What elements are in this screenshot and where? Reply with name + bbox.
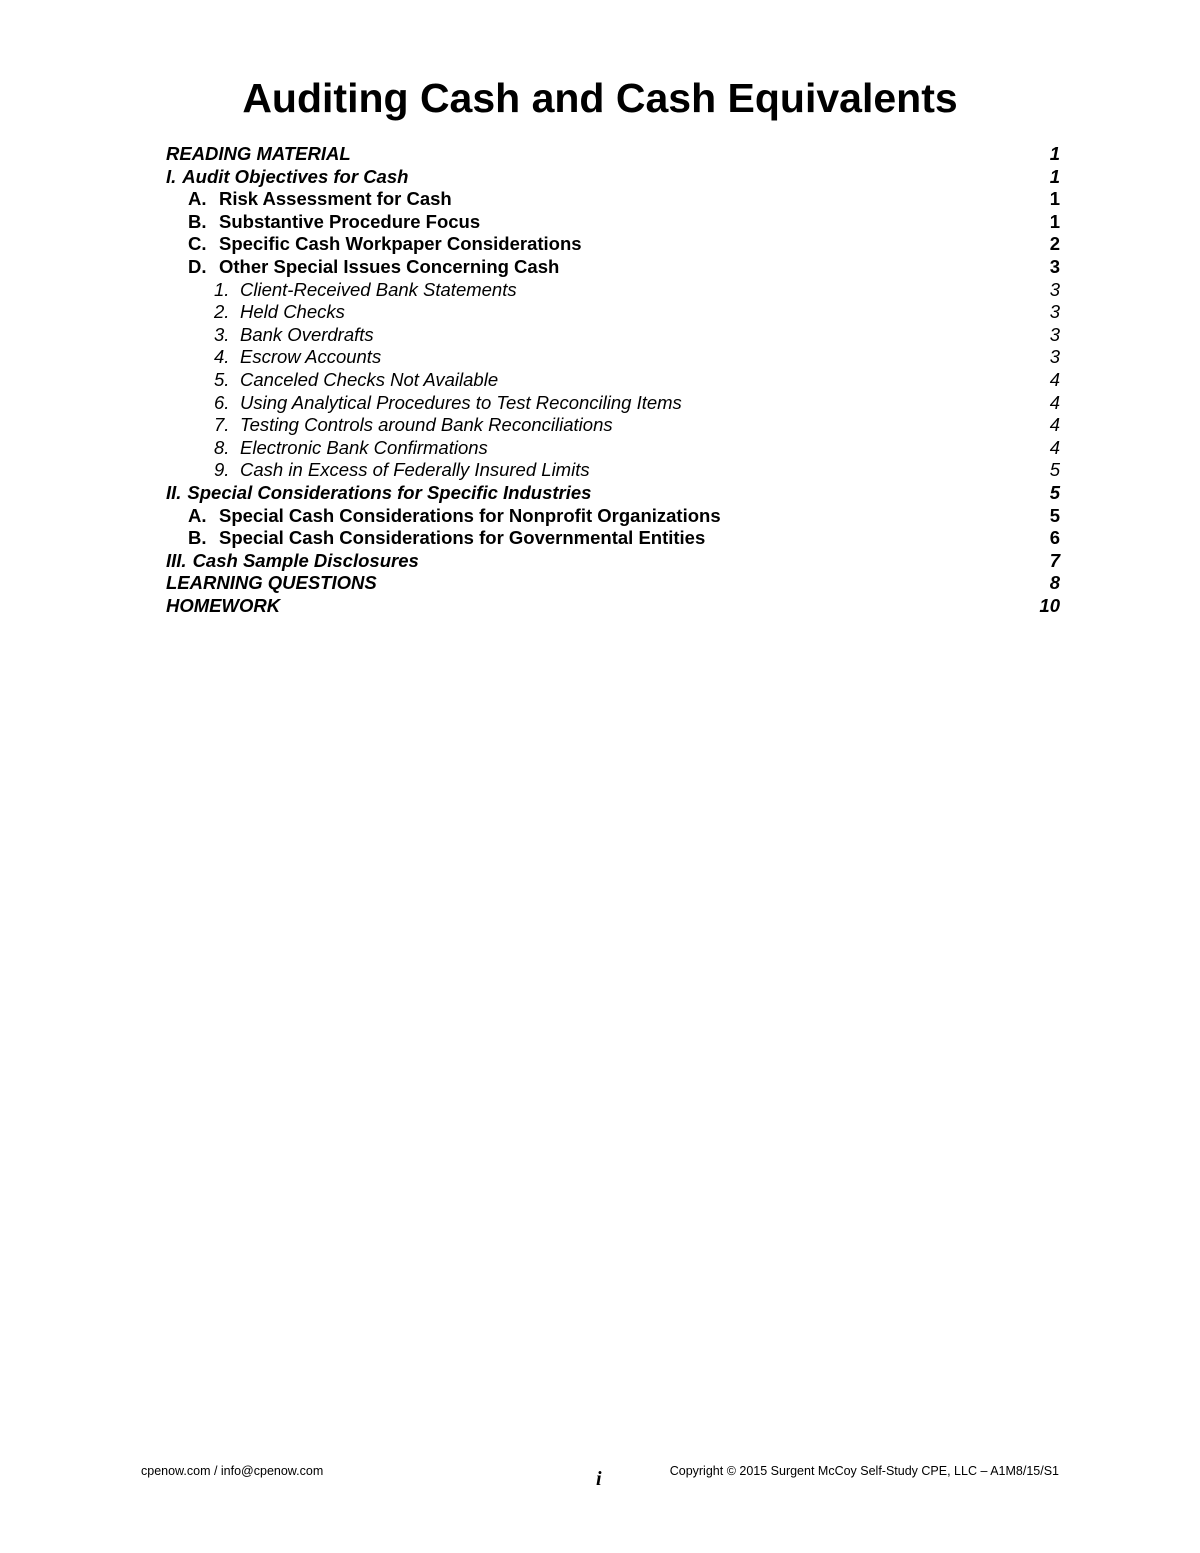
toc-entry-label: Using Analytical Procedures to Test Reconciling Items (240, 391, 682, 413)
toc-entry-label: Canceled Checks Not Available (240, 368, 499, 390)
toc-entry (166, 211, 1060, 234)
toc-entry-label: Held Checks (240, 301, 345, 323)
toc-entry-number: 2. (214, 301, 230, 323)
table-of-contents (166, 143, 1060, 617)
toc-entry-label: Cash in Excess of Federally Insured Limits (240, 459, 590, 481)
toc-entry-text (166, 595, 280, 618)
toc-entry-text (188, 188, 452, 211)
toc-entry-label: Special Cash Considerations for Nonprofit Organizations (219, 504, 721, 526)
toc-entry-number: 1. (214, 278, 230, 300)
toc-entry (166, 550, 1060, 573)
toc-entry-label: READING MATERIAL (166, 143, 351, 164)
toc-entry (166, 482, 1060, 505)
toc-entry-label: LEARNING QUESTIONS (166, 572, 377, 594)
toc-entry-label: Specific Cash Workpaper Considerations (219, 233, 582, 255)
toc-entry (166, 166, 1060, 189)
toc-entry-page: 3 (1049, 346, 1060, 368)
toc-entry-number: D. (188, 255, 207, 277)
toc-entry-number: A. (188, 188, 207, 210)
toc-entry-number: B. (188, 210, 207, 232)
toc-entry-text (214, 392, 682, 415)
toc-entry (166, 527, 1060, 550)
toc-entry-number: 5. (214, 368, 230, 390)
toc-entry-number: 7. (214, 414, 230, 436)
toc-entry-page: 1 (1049, 143, 1060, 164)
toc-entry-text (166, 550, 419, 573)
toc-entry-text (188, 505, 721, 528)
toc-entry-page: 8 (1049, 572, 1060, 594)
page-title: Auditing Cash and Cash Equivalents (242, 75, 958, 121)
toc-entry-number: 8. (214, 436, 230, 458)
toc-entry-label: HOMEWORK (166, 594, 281, 616)
toc-entry-text (166, 572, 377, 595)
toc-entry-text (214, 459, 590, 482)
toc-entry-number: 4. (214, 346, 230, 368)
toc-entry-number: 9. (214, 459, 230, 481)
toc-entry-text (166, 143, 351, 166)
toc-entry-number: A. (188, 504, 207, 526)
footer-contact: cpenow.com / info@cpenow.com (141, 1464, 324, 1478)
toc-entry-page: 5 (1049, 459, 1060, 481)
toc-entry-number: B. (188, 527, 207, 549)
toc-entry-text (188, 233, 582, 256)
toc-entry (166, 392, 1060, 415)
toc-entry-page: 1 (1049, 210, 1060, 232)
toc-entry (166, 437, 1060, 460)
toc-entry-page: 3 (1049, 301, 1060, 323)
toc-entry-label: Testing Controls around Bank Reconciliations (240, 414, 613, 436)
toc-entry-text (214, 301, 345, 324)
toc-entry (166, 301, 1060, 324)
toc-entry-label: Cash Sample Disclosures (192, 549, 419, 571)
toc-entry-label: Electronic Bank Confirmations (240, 436, 488, 458)
toc-entry-page: 5 (1049, 504, 1060, 526)
toc-entry-page: 4 (1049, 414, 1060, 436)
toc-entry-page: 6 (1049, 527, 1060, 549)
footer-copyright: Copyright © 2015 Surgent McCoy Self-Study CPE, LLC – A1M8/15/S1 (669, 1464, 1059, 1478)
toc-entry-label: Client-Received Bank Statements (240, 278, 517, 300)
toc-entry-page: 5 (1049, 481, 1060, 503)
toc-entry-text (214, 324, 374, 347)
toc-entry-page: 3 (1049, 323, 1060, 345)
toc-entry-page: 3 (1049, 255, 1060, 277)
toc-entry (166, 143, 1060, 166)
toc-entry-page: 2 (1049, 233, 1060, 255)
toc-entry (166, 505, 1060, 528)
toc-entry-page: 4 (1049, 436, 1060, 458)
toc-entry (166, 459, 1060, 482)
toc-entry-number: 3. (214, 323, 230, 345)
toc-entry-text (214, 346, 381, 369)
toc-entry-label: Escrow Accounts (240, 346, 382, 368)
toc-entry-text (166, 166, 408, 189)
toc-entry-text (188, 527, 705, 550)
toc-entry-text (214, 369, 498, 392)
toc-entry-number: III. (166, 549, 187, 571)
toc-entry-text (214, 437, 488, 460)
toc-entry-text (188, 256, 559, 279)
toc-entry-page: 7 (1049, 549, 1060, 571)
toc-entry-number: 6. (214, 391, 230, 413)
toc-entry-page: 4 (1049, 391, 1060, 413)
toc-entry-number: C. (188, 233, 207, 255)
footer-page-number: i (596, 1468, 602, 1490)
toc-entry-text (214, 414, 613, 437)
toc-entry-label: Risk Assessment for Cash (219, 188, 452, 210)
toc-entry (166, 324, 1060, 347)
toc-entry-label: Special Considerations for Specific Industries (187, 481, 592, 503)
toc-entry-number: I. (166, 165, 177, 187)
toc-entry-label: Audit Objectives for Cash (182, 165, 409, 187)
toc-entry (166, 188, 1060, 211)
toc-entry-label: Bank Overdrafts (240, 323, 374, 345)
toc-entry-label: Substantive Procedure Focus (219, 210, 481, 232)
toc-entry (166, 414, 1060, 437)
toc-entry (166, 279, 1060, 302)
toc-entry (166, 256, 1060, 279)
toc-entry (166, 572, 1060, 595)
toc-entry-number: II. (166, 481, 182, 503)
toc-entry-label: Special Cash Considerations for Governmental Entities (219, 527, 706, 549)
toc-entry-page: 1 (1049, 188, 1060, 210)
toc-entry-label: Other Special Issues Concerning Cash (219, 255, 560, 277)
toc-entry-text (188, 211, 480, 234)
toc-entry-page: 4 (1049, 368, 1060, 390)
toc-entry-page: 3 (1049, 278, 1060, 300)
toc-entry-page: 10 (1039, 594, 1060, 616)
toc-entry (166, 595, 1060, 618)
toc-entry (166, 233, 1060, 256)
toc-entry-text (166, 482, 591, 505)
toc-entry (166, 369, 1060, 392)
toc-entry-page: 1 (1049, 165, 1060, 187)
toc-entry-text (214, 279, 517, 302)
toc-entry (166, 346, 1060, 369)
